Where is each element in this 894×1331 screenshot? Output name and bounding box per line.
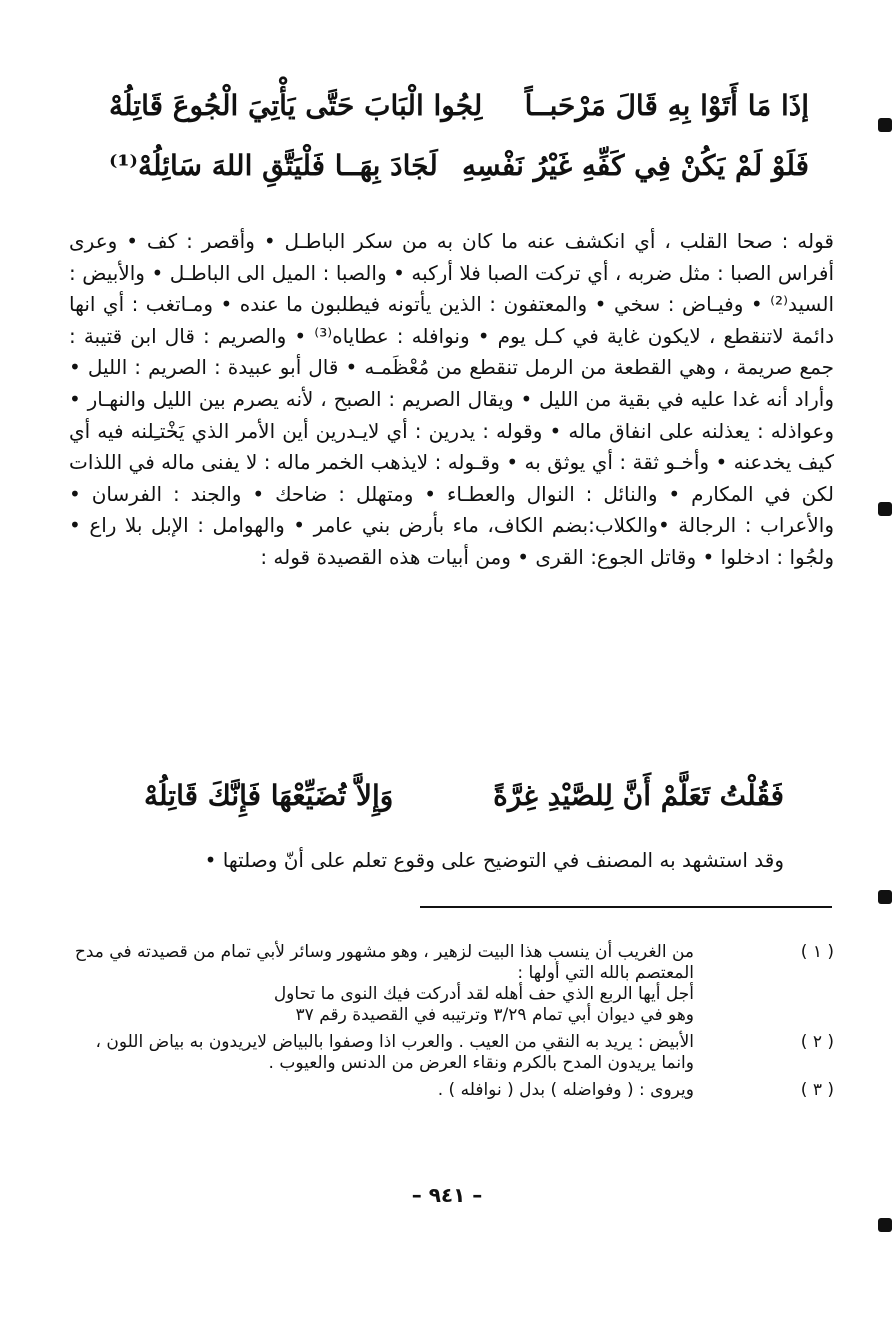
edge-ink-mark bbox=[878, 1218, 892, 1232]
edge-ink-mark bbox=[878, 118, 892, 132]
verse-2-first-hemistich: فَلَوْ لَمْ يَكُنْ فِي كَفِّهِ غَيْرُ نَفْسِهِ bbox=[461, 148, 809, 182]
footnote-2 bbox=[64, 1032, 834, 1074]
verse-line-3 bbox=[144, 770, 784, 820]
footnotes bbox=[64, 942, 834, 1107]
closing-sentence: وقد استشهد به المصنف في التوضيح على وقوع تعلم على أنّ وصلتها • bbox=[204, 848, 784, 872]
verse-line-2 bbox=[109, 140, 809, 190]
verse-3-second-hemistich: وَإِلاَّ تُضَيِّعْهَا فَإِنَّكَ قَاتِلُهْ bbox=[144, 778, 394, 812]
commentary-paragraph: قوله : صحا القلب ، أي انكشف عنه ما كان به من سكر الباطـل • وأقصر : كف • وعرى أفراس الصبا : مثل ضربه ، أي تركت الصبا فلا أركبه • والصبا : الميل الى الباطـل • والأبيض : السيد⁽²⁾ • وفيـاض : سخي • والمعتفون : الذين يأتونه فيطلبون ما عنده • ومـاتغب : أي انها دائمة لاتنقطع ، لايكون غاية في كـل يوم • ونوافله : عطاياه⁽³⁾ • والصريم : قال ابن قتيبة : جمع صريمة ، وهي القطعة من الرمل تنقطع من مُعْظَمـه • قال أبو عبيدة : الصريم : الليل • وأراد أنه غدا عليه في بقية من الليل • ويقال الصريم : الصبح ، لأنه يصرم بين الليل والنهـار • وعواذله : يعذلنه على انفاق ماله • وقوله : يدرين : أي لايـدرين أين الأمر الذي يَخْتـِلنه فيه أي كيف يخدعنه • وأخـو ثقة : أي يوثق به • وقـوله : لايذهب الخمر ماله : لا يفنى ماله في اللذات لكن في المكارم • والنائل : النوال والعطـاء • ومتهلل : ضاحك • والجند : الفرسان • والأعراب : الرجالة •والكلاب:بضم الكاف، ماء بأرض بني عامر • والهوامل : الإبل بلا راع • ولجُوا : ادخلوا • وقاتل الجوع: القرى • ومن أبيات هذه القصيدة قوله : bbox=[69, 229, 834, 569]
footnote-line: من الغريب أن ينسب هذا البيت لزهير ، وهو مشهور وسائر لأبي تمام من قصيدته في مدح المعتصم بالله التي أولها : bbox=[74, 942, 694, 983]
footnote-number: ( ٣ ) bbox=[800, 1080, 834, 1100]
footnote-line: وهو في ديوان أبي تمام ٣/٢٩ وترتيبه في القصيدة رقم ٣٧ bbox=[295, 1005, 694, 1025]
verse-3-first-hemistich: فَقُلْتُ تَعَلَّمْ أَنَّ لِلصَّيْدِ غِرَّةً bbox=[493, 778, 784, 812]
page-number: – ٩٤١ – bbox=[411, 1183, 483, 1207]
footnote-number: ( ١ ) bbox=[800, 942, 834, 962]
commentary-text bbox=[69, 226, 834, 574]
footnote-separator bbox=[420, 906, 832, 908]
verse-1-first-hemistich: إذَا مَا أَتَوْا بِهِ قَالَ مَرْحَبــاً bbox=[524, 88, 809, 122]
edge-ink-mark bbox=[878, 502, 892, 516]
edge-ink-mark bbox=[878, 890, 892, 904]
footnote-line: ويروى : ( وفواضله ) بدل ( نوافله ) . bbox=[437, 1080, 694, 1100]
footnote-number: ( ٢ ) bbox=[800, 1032, 834, 1052]
verse-line-1 bbox=[109, 80, 809, 130]
verse-2-second-hemistich: لَجَادَ بِهَــا فَلْيَتَّقِ اللهَ سَائِلُهْ⁽¹⁾ bbox=[109, 148, 438, 182]
verse-1-second-hemistich: لِجُوا الْبَابَ حَتَّى يَأْتِيَ الْجُوعَ قَاتِلُهْ bbox=[109, 88, 483, 122]
footnote-line: الأبيض : يريد به النقي من العيب . والعرب اذا وصفوا بالبياض لايريدون به بياض اللون ، وانما يريدون المدح بالكرم ونقاء العرض من الدنس والعيوب . bbox=[95, 1032, 694, 1073]
footnote-line: أجل أيها الربع الذي حف أهله لقد أدركت فيك النوى ما تحاول bbox=[273, 984, 694, 1004]
footnote-3 bbox=[64, 1080, 834, 1101]
footnote-1 bbox=[64, 942, 834, 1026]
